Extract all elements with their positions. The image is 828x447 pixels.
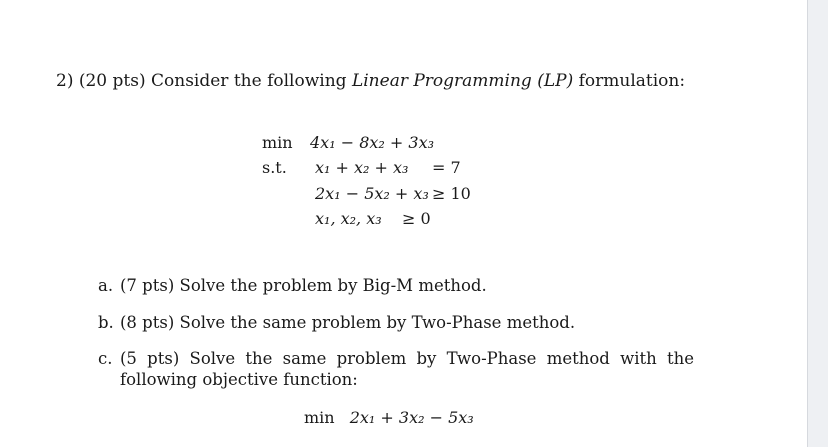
question-number: 2) [56,71,74,91]
question-text-before: Consider the following [151,71,347,91]
question-emphasis: Linear Programming (LP) [351,71,574,91]
objective-function: 4x₁ − 8x₂ + 3x₃ [310,133,435,152]
part-a-text: (7 pts) Solve the problem by Big-M method. [120,276,487,295]
constraint-2-lhs: 2x₁ − 5x₂ + x₃ [315,184,429,203]
constraint-1-lhs: x₁ + x₂ + x₃ [315,158,409,177]
part-c-marker: c. [98,349,113,368]
new-objective-expression: 2x₁ + 3x₂ − 5x₃ [349,408,474,427]
viewer-side-strip [807,0,828,447]
min-label: min [262,133,293,152]
question-text-after: formulation: [578,71,686,91]
part-a [98,275,487,297]
question-points: (20 pts) [78,71,146,91]
part-c-continuation: following objective function: [120,370,358,389]
part-c [98,348,694,370]
part-b [98,312,575,334]
part-b-text: (8 pts) Solve the same problem by Two-Phase method. [120,313,576,332]
new-objective [304,408,474,427]
question-statement [56,70,685,92]
constraint-3-rel: ≥ 0 [402,209,431,228]
new-objective-min-label: min [304,408,335,427]
part-a-marker: a. [98,276,114,295]
st-label: s.t. [262,158,287,177]
part-c-text: (5 pts) Solve the same problem by Two-Phase method with the [120,349,695,368]
constraint-2-rel: ≥ 10 [432,184,471,203]
constraint-1-rel: = 7 [432,158,461,177]
part-b-marker: b. [98,313,114,332]
constraint-3-lhs: x₁, x₂, x₃ [315,209,382,228]
